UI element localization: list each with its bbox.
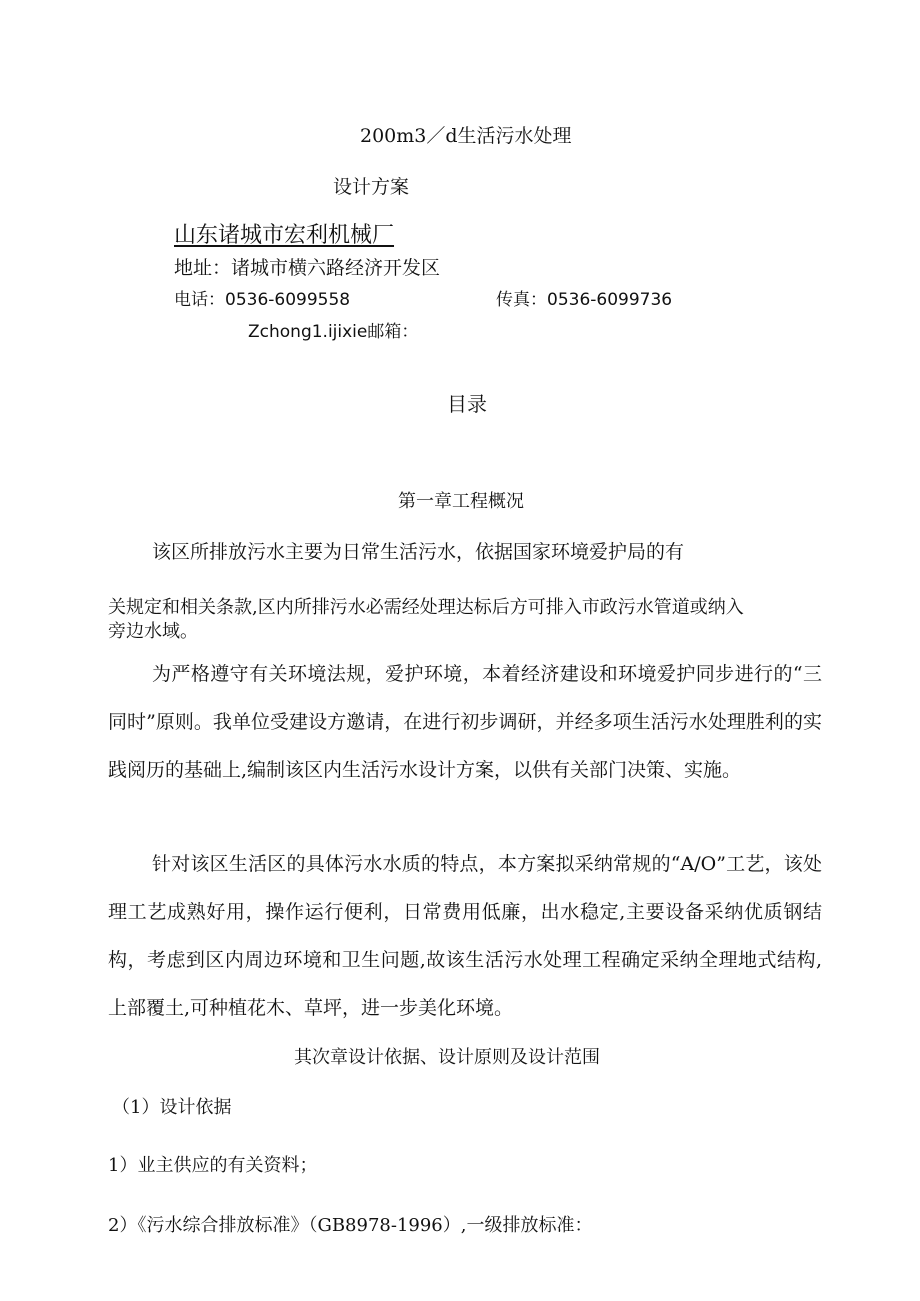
company-phone: 电话：0536-6099558 bbox=[174, 290, 351, 310]
chapter1-paragraph2: 为严格遵守有关环境法规，爱护环境，本着经济建设和环境爱护同步进行的“三同时”原则。我单位受建设方邀请，在进行初步调研，并经多项生活污水处理胜利的实践阅历的基础上,编制该区内生活污水设计方案，以供有关部门决策、实施。 bbox=[108, 663, 822, 781]
basis-item-2: 2）《污水综合排放标准》（GB8978-1996）,一级排放标准： bbox=[108, 1215, 593, 1236]
company-email: Zchong1.ijixie邮箱： bbox=[248, 322, 419, 342]
company-fax: 传真：0536-6099736 bbox=[496, 290, 673, 310]
design-basis-heading: （1）设计依据 bbox=[112, 1097, 232, 1118]
chapter1-paragraph1-line1: 该区所排放污水主要为日常生活污水，依据国家环境爱护局的有 bbox=[152, 541, 685, 563]
chapter2-heading: 其次章设计依据、设计原则及设计范围 bbox=[294, 1047, 600, 1068]
document-subtitle: 设计方案 bbox=[333, 176, 410, 198]
chapter1-paragraph1-line3: 旁边水域。 bbox=[108, 621, 198, 642]
toc-heading: 目录 bbox=[447, 392, 487, 416]
basis-item-1: 1）业主供应的有关资料； bbox=[108, 1155, 318, 1176]
chapter1-paragraph3: 针对该区生活区的具体污水水质的特点，本方案拟采纳常规的“A/O”工艺，该处理工艺成熟好用，操作运行便利，日常费用低廉，出水稳定,主要设备采纳优质钢结构，考虑到区内周边环境和卫生问题,故该生活污水处理工程确定采纳全理地式结构,上部覆土,可种植花木、草坪，进一步美化环境。 bbox=[108, 853, 822, 1019]
chapter1-heading: 第一章工程概况 bbox=[398, 491, 524, 512]
company-name: 山东诸城市宏利机械厂 bbox=[174, 223, 395, 248]
document-title: 200m3／d生活污水处理 bbox=[360, 125, 572, 147]
company-address: 地址：诸城市横六路经济开发区 bbox=[174, 257, 441, 279]
chapter1-paragraph1-line2: 关规定和相关条款,区内所排污水必需经处理达标后方可排入市政污水管道或纳入 bbox=[108, 597, 744, 618]
